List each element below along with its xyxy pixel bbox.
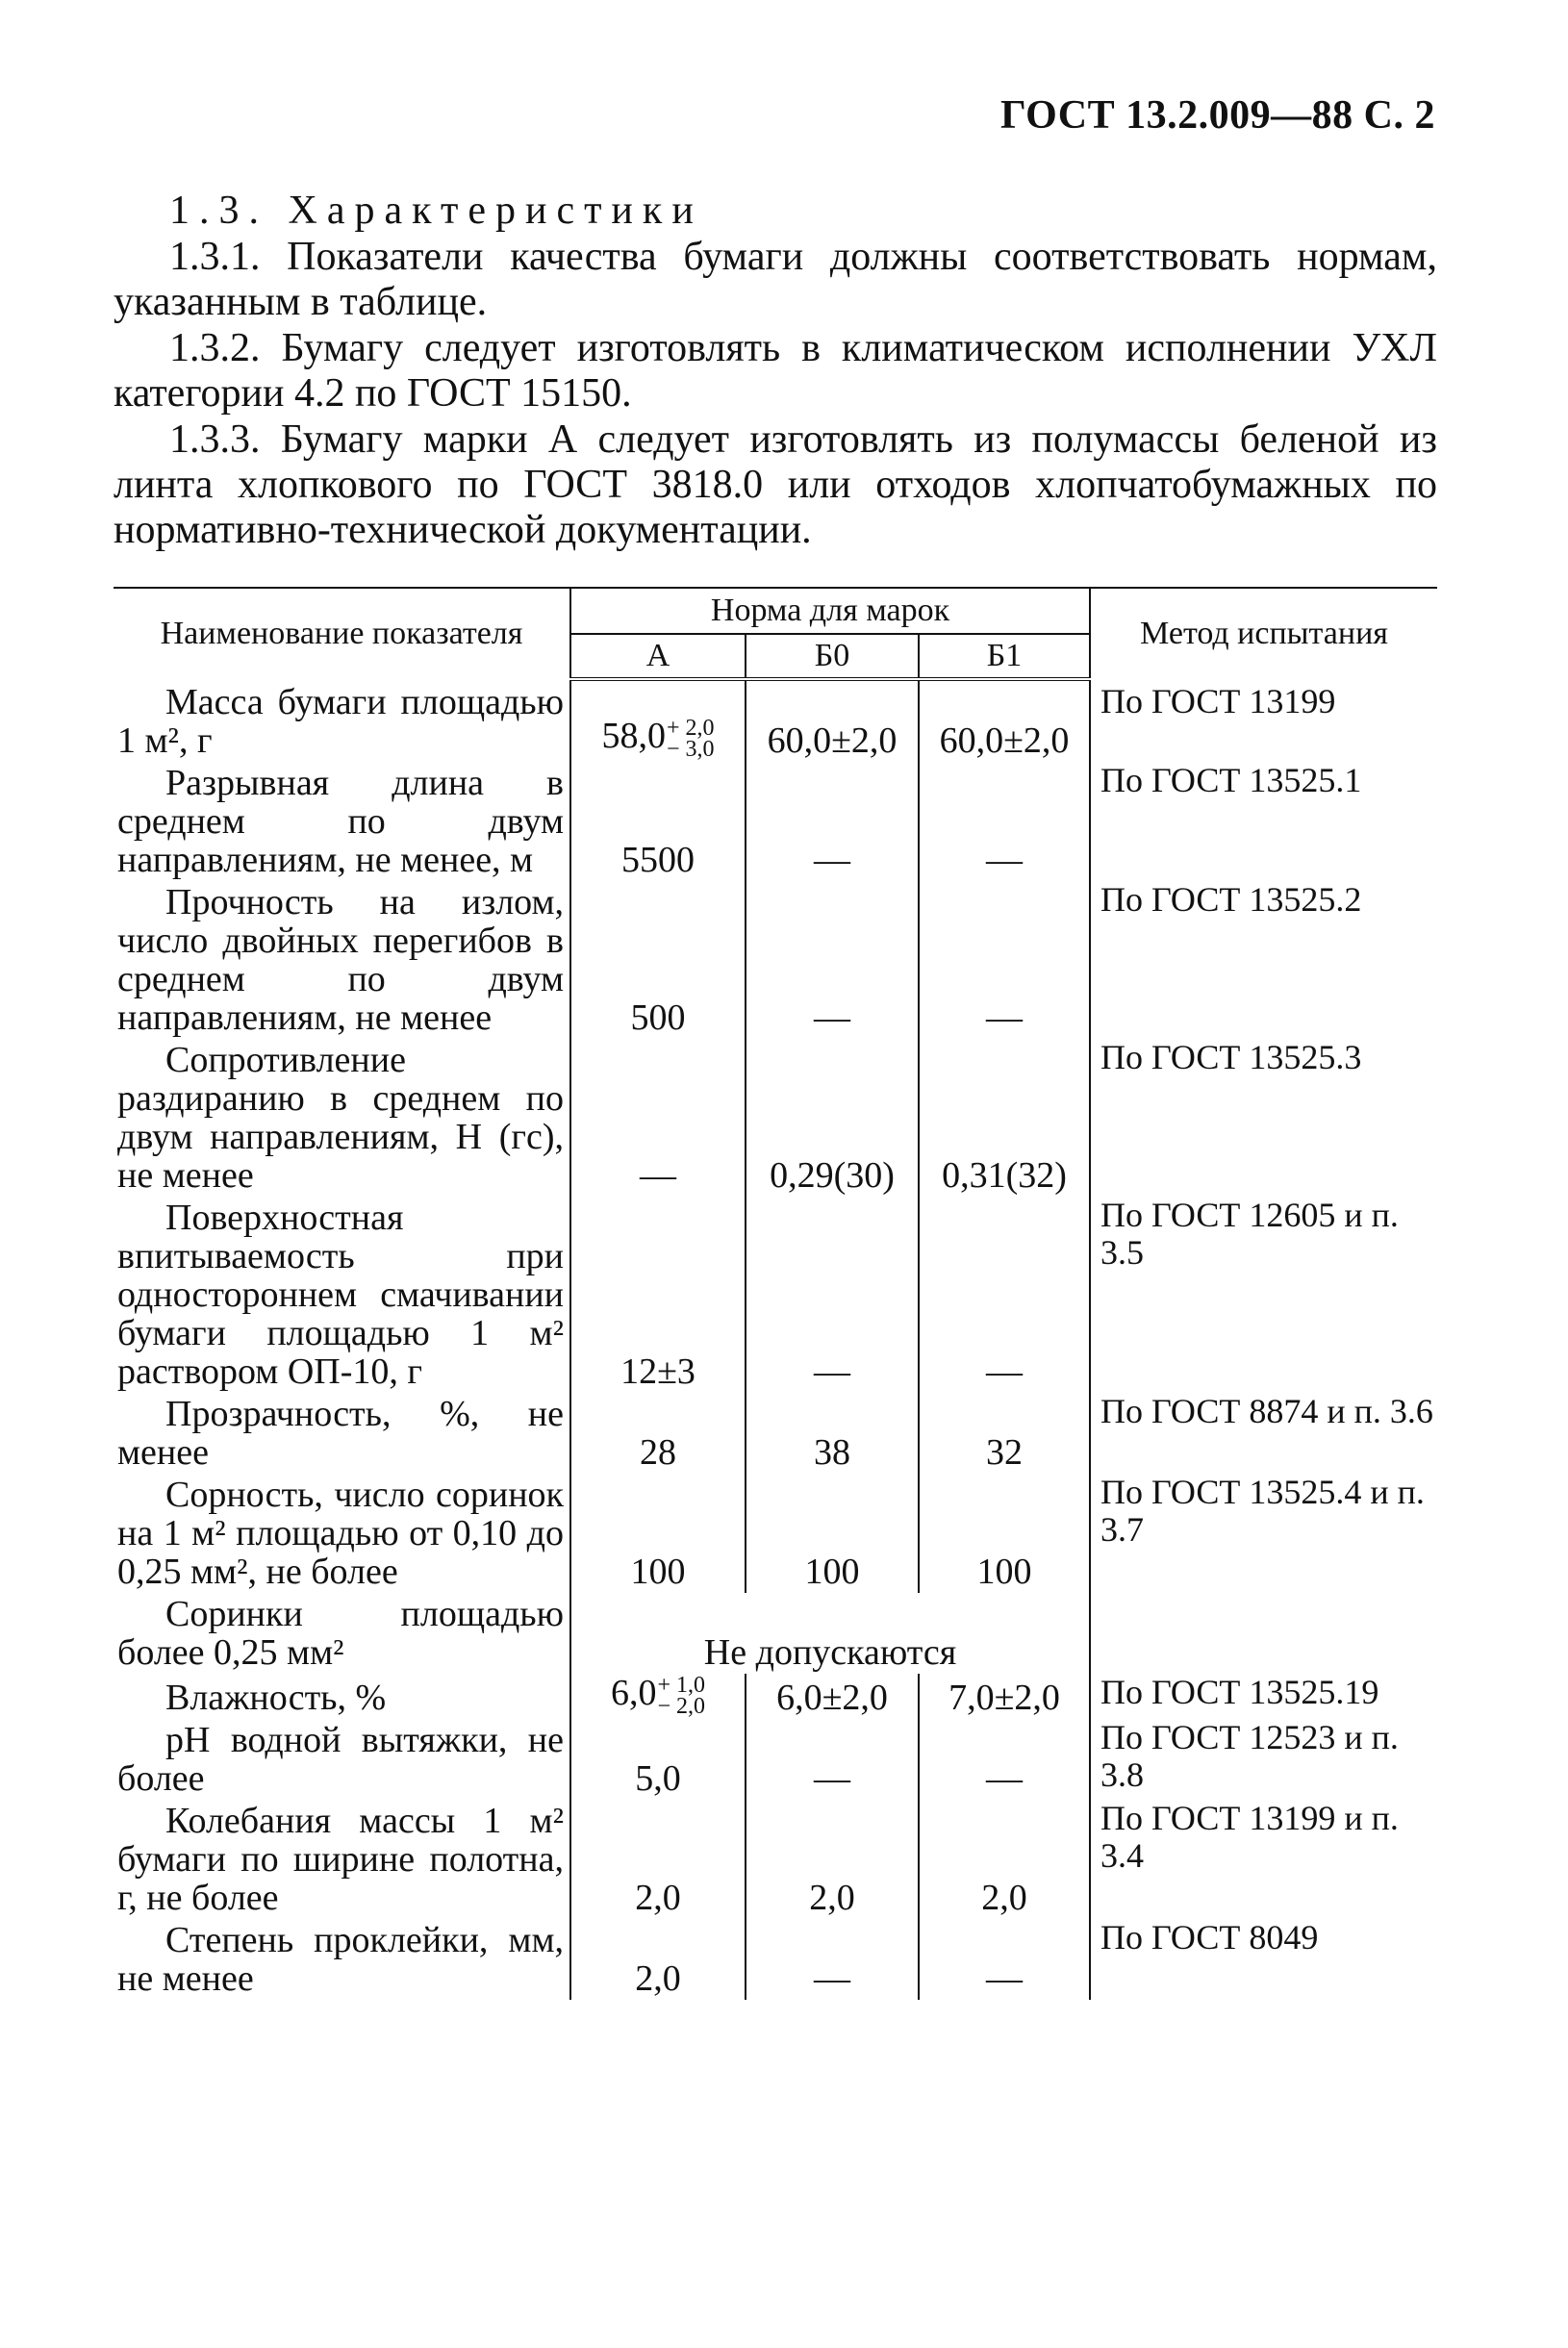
row-name: Масса бумаги площадью 1 м², г	[114, 679, 570, 762]
table-row	[114, 881, 1437, 1039]
table-row	[114, 1593, 1437, 1674]
header-norm: Норма для марок	[570, 588, 1090, 634]
value-b0: 0,29(30)	[746, 1039, 919, 1197]
value-b1: —	[919, 881, 1090, 1039]
method: По ГОСТ 13525.4 и п. 3.7	[1100, 1473, 1425, 1549]
paragraph-1-3-3: 1.3.3. Бумагу марки А следует изготовлять из полумассы беленой из линта хлопкового по ГОСТ 3818.0 или отходов хлопчатобумажных по нормативно-технической документации.	[114, 417, 1437, 552]
tolerance: + 2,0 − 3,0	[666, 716, 715, 762]
row-name: Поверхностная впитываемость при одностороннем смачивании бумаги площадью 1 м² раствором ОП-10, г	[114, 1197, 570, 1393]
table-row	[114, 1719, 1437, 1800]
table-row	[114, 1393, 1437, 1474]
value-b0: 2,0	[746, 1800, 919, 1919]
value-a: —	[570, 1039, 746, 1197]
row-name: pH водной вытяжки, не более	[114, 1719, 570, 1800]
row-name: Степень проклейки, мм, не менее	[114, 1919, 570, 2000]
header-grade-b1: Б1	[919, 634, 1090, 679]
method: По ГОСТ 13525.1	[1100, 761, 1362, 799]
method: По ГОСТ 13525.2	[1100, 880, 1362, 919]
header-grade-a: А	[570, 634, 746, 679]
value-b1: —	[919, 1197, 1090, 1393]
value-b0: —	[746, 881, 919, 1039]
paragraph-1-3-1: 1.3.1. Показатели качества бумаги должны соответствовать нормам, указанным в таблице.	[114, 235, 1437, 324]
value-a: 500	[570, 881, 746, 1039]
table-row	[114, 1039, 1437, 1197]
row-name: Прочность на излом, число двойных перегибов в среднем по двум направлениям, не менее	[114, 881, 570, 1039]
value-merged: Не допускаются	[570, 1593, 1090, 1674]
row-name: Колебания массы 1 м² бумаги по ширине полотна, г, не более	[114, 1800, 570, 1919]
method: По ГОСТ 12523 и п. 3.8	[1100, 1718, 1399, 1795]
value-b0: —	[746, 1719, 919, 1800]
method: По ГОСТ 8874 и п. 3.6	[1100, 1392, 1433, 1430]
row-name: Соринки площадью более 0,25 мм²	[114, 1593, 570, 1674]
method: По ГОСТ 13199 и п. 3.4	[1100, 1799, 1399, 1876]
value-b1: 60,0±2,0	[919, 679, 1090, 762]
value-b0: 100	[746, 1474, 919, 1593]
header-method: Метод испытания	[1090, 588, 1437, 679]
value-a: 100	[570, 1474, 746, 1593]
table-row	[114, 679, 1437, 762]
method: По ГОСТ 8049	[1100, 1918, 1319, 1957]
method	[1090, 1593, 1437, 1674]
page-header: ГОСТ 13.2.009—88 С. 2	[999, 93, 1435, 138]
value-b0: —	[746, 762, 919, 881]
tolerance: + 1,0 − 2,0	[657, 1673, 706, 1720]
table-row	[114, 1197, 1437, 1393]
value-b0: —	[746, 1919, 919, 2000]
table-row	[114, 1674, 1437, 1719]
table-row	[114, 1800, 1437, 1919]
row-name: Влажность, %	[114, 1674, 570, 1719]
header-name: Наименование показателя	[114, 588, 570, 679]
paragraph-1-3-2: 1.3.2. Бумагу следует изготовлять в климатическом исполнении УХЛ категории 4.2 по ГОСТ 15150.	[114, 326, 1437, 416]
table-row	[114, 1919, 1437, 2000]
value-b1: —	[919, 1919, 1090, 2000]
value-b1: —	[919, 762, 1090, 881]
table-row	[114, 1474, 1437, 1593]
value-a: 5500	[570, 762, 746, 881]
value-b1: 100	[919, 1474, 1090, 1593]
value-b1: 2,0	[919, 1800, 1090, 1919]
section-body	[114, 189, 1437, 554]
row-name: Разрывная длина в среднем по двум направлениям, не менее, м	[114, 762, 570, 881]
section-title: 1.3. Характеристики	[169, 189, 703, 233]
value-b0: 60,0±2,0	[746, 679, 919, 762]
header-grade-b0: Б0	[746, 634, 919, 679]
value-b0: —	[746, 1197, 919, 1393]
value-b0: 6,0±2,0	[746, 1674, 919, 1719]
value-b1: 0,31(32)	[919, 1039, 1090, 1197]
value-b0: 38	[746, 1393, 919, 1474]
method: По ГОСТ 13525.19	[1100, 1673, 1379, 1711]
value-a: 2,0	[570, 1919, 746, 2000]
value-b1: 7,0±2,0	[919, 1674, 1090, 1719]
table-row	[114, 762, 1437, 881]
value-b1: 32	[919, 1393, 1090, 1474]
method: По ГОСТ 13199	[1100, 682, 1336, 720]
value-a: 28	[570, 1393, 746, 1474]
row-name: Прозрачность, %, не менее	[114, 1393, 570, 1474]
value-b1: —	[919, 1719, 1090, 1800]
value-a: 12±3	[570, 1197, 746, 1393]
quality-table	[114, 587, 1437, 2000]
row-name: Сопротивление раздиранию в среднем по двум направлениям, Н (гс), не менее	[114, 1039, 570, 1197]
value-a: 2,0	[570, 1800, 746, 1919]
method: По ГОСТ 13525.3	[1100, 1038, 1362, 1076]
method: По ГОСТ 12605 и п. 3.5	[1100, 1196, 1399, 1272]
row-name: Сорность, число соринок на 1 м² площадью от 0,10 до 0,25 мм², не более	[114, 1474, 570, 1593]
value-a: 5,0	[570, 1719, 746, 1800]
value-a: 6,0 + 1,0 − 2,0	[570, 1674, 746, 1719]
value-a: 58,0 + 2,0 − 3,0	[570, 679, 746, 762]
